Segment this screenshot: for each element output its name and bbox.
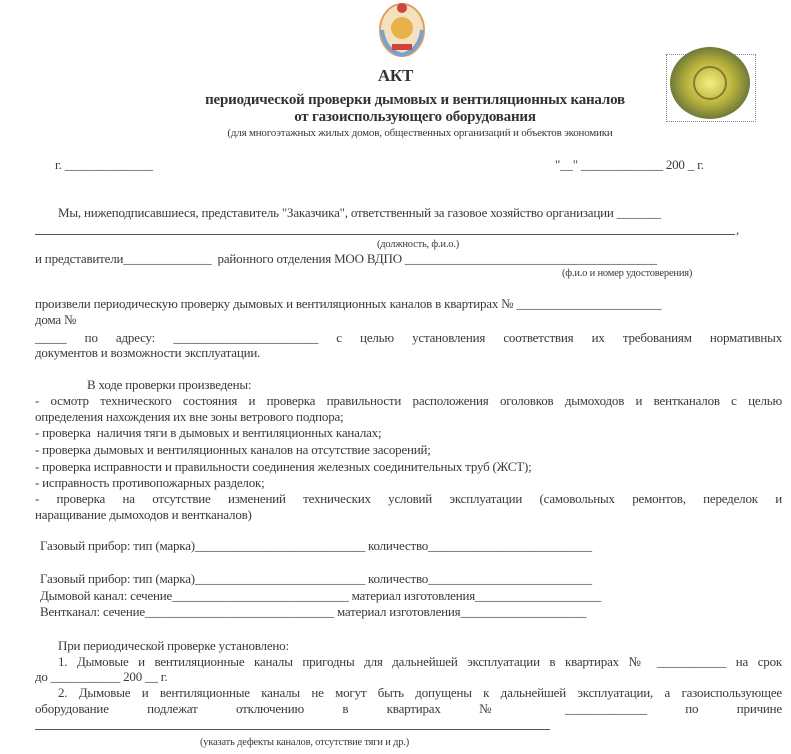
- document-subtitle-1: периодической проверки дымовых и вентиляционных каналов: [205, 92, 625, 108]
- purpose-line-1: произвели периодическую проверку дымовых и вентиляционных каналов в квартирах № _______________________: [35, 296, 662, 311]
- intro-comma: ,: [736, 222, 740, 237]
- intro-line-1: Мы, нижеподписавшиеся, представитель "Заказчика", ответственный за газовое хозяйство организации _______: [58, 205, 661, 220]
- smoke-channel: Дымовой канал: сечение____________________________ материал изготовления____________________: [40, 588, 602, 603]
- checks-heading: В ходе проверки произведены:: [87, 377, 252, 392]
- gas-device-2: Газовый прибор: тип (марка)___________________________ количество__________________________: [40, 571, 592, 586]
- date-field: "__" _____________ 200 _ г.: [555, 157, 704, 172]
- check-line: определения нахождения их вне зоны ветрового подпора;: [35, 409, 344, 424]
- caption-defects: (указать дефекты каналов, отсутствие тяги и др.): [200, 737, 410, 748]
- finding-1a: 1. Дымовые и вентиляционные каналы пригодны для дальнейшей эксплуатации в квартирах № ___________ на срок: [58, 654, 782, 669]
- check-line: - проверка наличия тяги в дымовых и вентиляционных каналах;: [35, 425, 382, 440]
- check-line: - проверка дымовых и вентиляционных каналов на отсутствие засорений;: [35, 442, 431, 457]
- findings-heading: При периодической проверке установлено:: [58, 638, 289, 653]
- intro-line-2: и представители______________ районного отделения МОО ВДПО ________________________________________: [35, 251, 657, 266]
- position-blank-line: [35, 234, 735, 235]
- caption-id: (ф.и.о и номер удостоверения): [562, 268, 693, 279]
- check-line: - исправность противопожарных разделок;: [35, 475, 265, 490]
- finding-1b: до ___________ 200 __ г.: [35, 669, 168, 684]
- vent-channel: Вентканал: сечение______________________________ материал изготовления____________________: [40, 604, 587, 619]
- check-line: - проверка исправности и правильности соединения железных соединительных труб (ЖСТ);: [35, 459, 532, 474]
- check-line: - проверка на отсутствие изменений технических условий эксплуатации (самовольных ремонтов, переделок и: [35, 491, 782, 506]
- purpose-line-4: документов и возможности эксплуатации.: [35, 345, 261, 360]
- caption-position: (должность, ф.и.о.): [376, 239, 460, 250]
- emblem-logo: [374, 0, 430, 58]
- defects-blank-line: [35, 729, 550, 730]
- check-line: наращивание дымоходов и вентканалов): [35, 507, 252, 522]
- check-line: - осмотр технического состояния и проверка правильности расположения оголовков дымоходов и вентканалов с целью: [35, 393, 782, 408]
- city-field: г. ______________: [55, 157, 153, 172]
- purpose-line-3: _____ по адресу: _______________________ с целью установления соответствия их требованиям нормативных: [35, 330, 782, 345]
- scope-note: (для многоэтажных жилых домов, общественных организаций и объектов экономики: [227, 127, 613, 139]
- finding-2a: 2. Дымовые и вентиляционные каналы не могут быть допущены к дальнейшей эксплуатации, а газоиспользующее: [58, 685, 782, 700]
- document-subtitle-2: от газоиспользующего оборудования: [294, 109, 536, 125]
- finding-2b: оборудование подлежат отключению в квартирах № _____________ по причине: [35, 701, 782, 716]
- purpose-line-2: дома №: [35, 312, 77, 327]
- document-title: АКТ: [377, 66, 414, 85]
- gas-device-1: Газовый прибор: тип (марка)___________________________ количество__________________________: [40, 538, 592, 553]
